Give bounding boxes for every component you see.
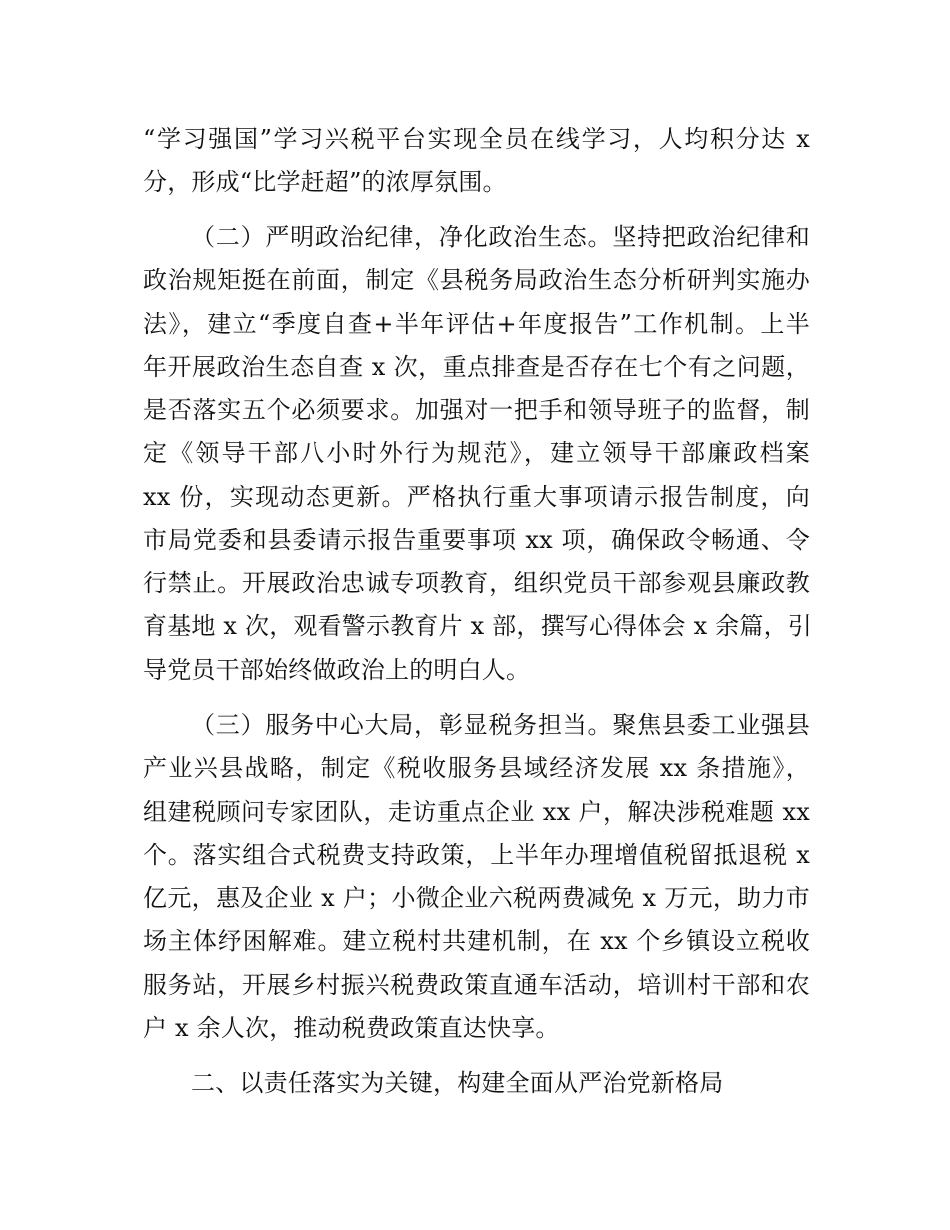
paragraph-heading-line: （三）服务中心大局，彰显税务担当。聚焦县委工业强县	[191, 711, 810, 739]
text-line: 产业兴县战略，制定《税收服务县域经济发展 xx 条措施》，	[143, 754, 810, 782]
text-line: 政治规矩挺在前面，制定《县税务局政治生态分析研判实施办	[143, 266, 810, 294]
text-line: 亿元，惠及企业 x 户；小微企业六税两费减免 x 万元，助力市	[143, 884, 810, 912]
text-line: 服务站，开展乡村振兴税费政策直通车活动，培训村干部和农	[143, 971, 810, 999]
paragraph-heading-line: （二）严明政治纪律，净化政治生态。坚持把政治纪律和	[191, 223, 810, 251]
text-line: 户 x 余人次，推动税费政策直达快享。	[143, 1014, 560, 1042]
text-line: “学习强国”学习兴税平台实现全员在线学习，人均积分达 x	[143, 125, 810, 153]
text-line: 分，形成“比学赶超”的浓厚氛围。	[143, 168, 507, 196]
text-line: 是否落实五个必须要求。加强对一把手和领导班子的监督，制	[143, 396, 810, 424]
text-line: 育基地 x 次，观看警示教育片 x 部，撰写心得体会 x 余篇，引	[143, 612, 812, 640]
text-line: 法》，建立“季度自查+半年评估+年度报告”工作机制。上半	[143, 310, 810, 338]
text-line: 年开展政治生态自查 x 次，重点排查是否存在七个有之问题，	[143, 353, 810, 381]
text-line: 行禁止。开展政治忠诚专项教育，组织党员干部参观县廉政教	[143, 569, 810, 597]
text-line: xx 份，实现动态更新。严格执行重大事项请示报告制度，向	[143, 483, 810, 511]
text-line: 导党员干部始终做政治上的明白人。	[143, 656, 531, 684]
text-line: 定《领导干部八小时外行为规范》，建立领导干部廉政档案	[143, 439, 810, 467]
text-line: 场主体纾困解难。建立税村共建机制，在 xx 个乡镇设立税收	[143, 927, 810, 955]
section-heading: 二、以责任落实为关键，构建全面从严治党新格局	[191, 1069, 724, 1097]
text-line: 市局党委和县委请示报告重要事项 xx 项，确保政令畅通、令	[143, 526, 810, 554]
text-line: 组建税顾问专家团队，走访重点企业 xx 户，解决涉税难题 xx	[143, 798, 810, 826]
text-line: 个。落实组合式税费支持政策，上半年办理增值税留抵退税 x	[143, 841, 810, 869]
